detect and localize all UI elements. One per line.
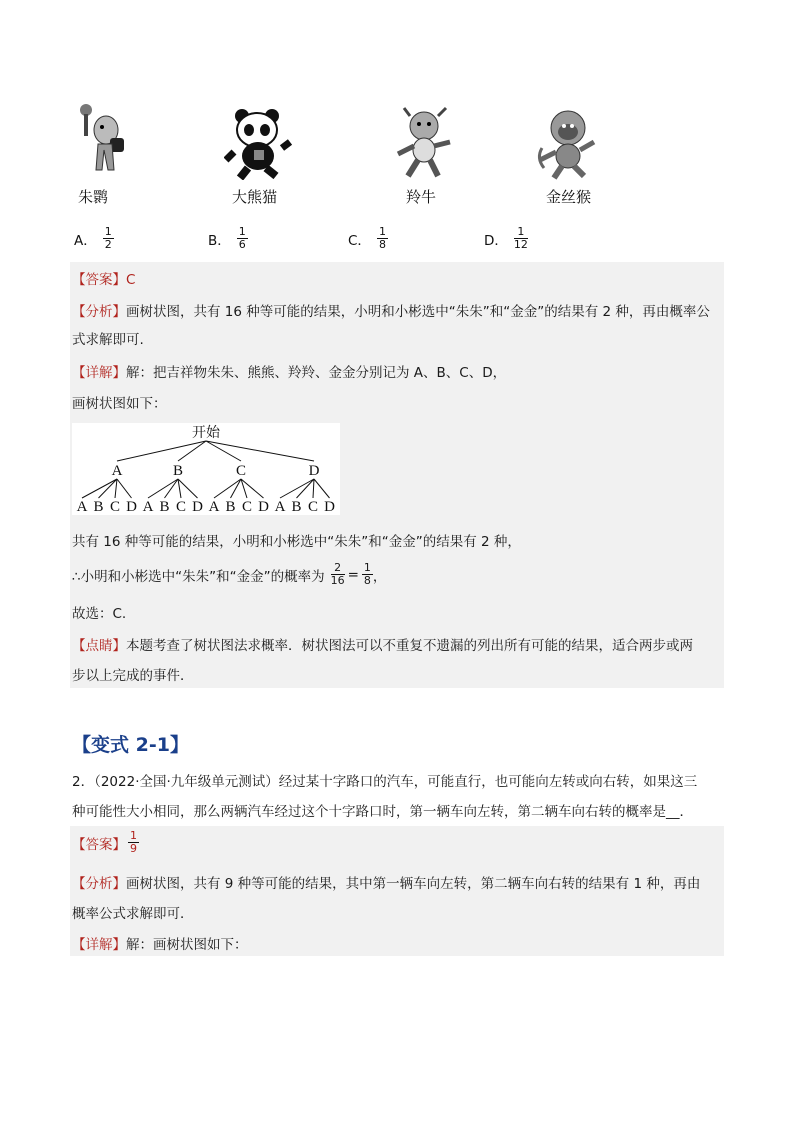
q1-choose: 故选：C.	[72, 606, 127, 622]
fraction: $\frac{1}{2}$	[104, 225, 112, 251]
option-a: A． $\frac{1}{2}$	[74, 225, 112, 251]
q2-answer: 【答案】 $\frac{1}{9}$	[72, 829, 137, 855]
panda-mascot-icon	[224, 108, 294, 180]
q1-answer: 【答案】C	[72, 272, 136, 288]
tree-node-level2: D	[324, 499, 335, 515]
crested-ibis-mascot-icon	[72, 100, 132, 182]
tree-node-level2: A	[208, 499, 220, 515]
takin-mascot-icon	[394, 106, 456, 180]
variant-heading: 【变式 2-1】	[72, 734, 189, 756]
q1-probability: ∴小明和小彬选中“朱朱”和“金金”的概率为 $\frac{2}{16}$ = $\frac{1}{8}$ ，	[72, 561, 387, 587]
q2-analysis-cont: 概率公式求解即可．	[72, 906, 194, 922]
tree-node-level2: A	[76, 499, 88, 515]
fraction: $\frac{1}{9}$	[130, 829, 137, 855]
option-d: D． $\frac{1}{12}$	[484, 225, 528, 251]
q2-analysis: 【分析】画树状图，共有 9 种等可能的结果，其中第一辆车向左转，第二辆车向右转的结果有 1 种，再由	[72, 876, 701, 892]
mascot-label: 金丝猴	[546, 188, 592, 206]
mascot-label: 朱鹮	[78, 188, 109, 206]
fraction: $\frac{1}{6}$	[238, 225, 246, 251]
q1-result: 共有 16 种等可能的结果，小明和小彬选中“朱朱”和“金金”的结果有 2 种，	[72, 534, 521, 550]
tree-node-level1: C	[235, 463, 247, 479]
tree-root: 开始	[192, 426, 220, 441]
tree-node-level2: C	[307, 499, 319, 515]
fraction: $\frac{1}{8}$	[363, 561, 371, 587]
golden-monkey-mascot-icon	[534, 108, 604, 180]
tree-node-level2: C	[175, 499, 187, 515]
q2-stem: 2．（2022·全国·九年级单元测试）经过某十字路口的汽车，可能直行，也可能向左转或向右转，如果这三	[72, 774, 698, 790]
tree-node-level1: B	[172, 463, 184, 479]
tree-node-level2: C	[241, 499, 253, 515]
tree-node-level2: A	[274, 499, 286, 515]
q1-detail: 【详解】解：把吉祥物朱朱、熊熊、羚羚、金金分别记为 A、B、C、D，	[72, 365, 507, 381]
tree-node-level2: B	[225, 499, 236, 515]
option-b: B． $\frac{1}{6}$	[208, 225, 246, 251]
tree-node-level2: B	[159, 499, 170, 515]
fraction: $\frac{1}{12}$	[513, 225, 528, 251]
tree-node-level1: D	[308, 463, 320, 479]
tree-node-level2: D	[258, 499, 269, 515]
q1-detail-cont: 画树状图如下：	[72, 396, 167, 412]
mascot-row	[72, 100, 632, 215]
probability-tree-diagram	[72, 423, 340, 515]
mascot-label: 羚牛	[406, 188, 437, 206]
option-c: C． $\frac{1}{8}$	[348, 225, 386, 251]
q1-analysis: 【分析】画树状图，共有 16 种等可能的结果，小明和小彬选中“朱朱”和“金金”的结果有 2 种，再由概率公	[72, 304, 710, 320]
tree-node-level2: D	[192, 499, 203, 515]
mascot-label: 大熊猫	[232, 188, 278, 206]
fraction: $\frac{2}{16}$	[330, 561, 345, 587]
q2-detail: 【详解】解：画树状图如下：	[72, 937, 248, 953]
tree-node-level2: D	[126, 499, 137, 515]
q1-comment-cont: 步以上完成的事件．	[72, 668, 194, 684]
q1-comment: 【点睛】本题考查了树状图法求概率．树状图法可以不重复不遗漏的列出所有可能的结果，适合两步或两	[72, 638, 693, 654]
tree-node-level2: B	[93, 499, 104, 515]
tree-node-level2: B	[291, 499, 302, 515]
tree-node-level1: A	[111, 463, 123, 479]
tree-node-level2: A	[142, 499, 154, 515]
q1-analysis-cont: 式求解即可.	[72, 332, 144, 348]
fraction: $\frac{1}{8}$	[378, 225, 386, 251]
tree-node-level2: C	[109, 499, 121, 515]
q2-stem-cont: 种可能性大小相同，那么两辆汽车经过这个十字路口时，第一辆车向左转，第二辆车向右转的概率是__．	[72, 804, 693, 820]
